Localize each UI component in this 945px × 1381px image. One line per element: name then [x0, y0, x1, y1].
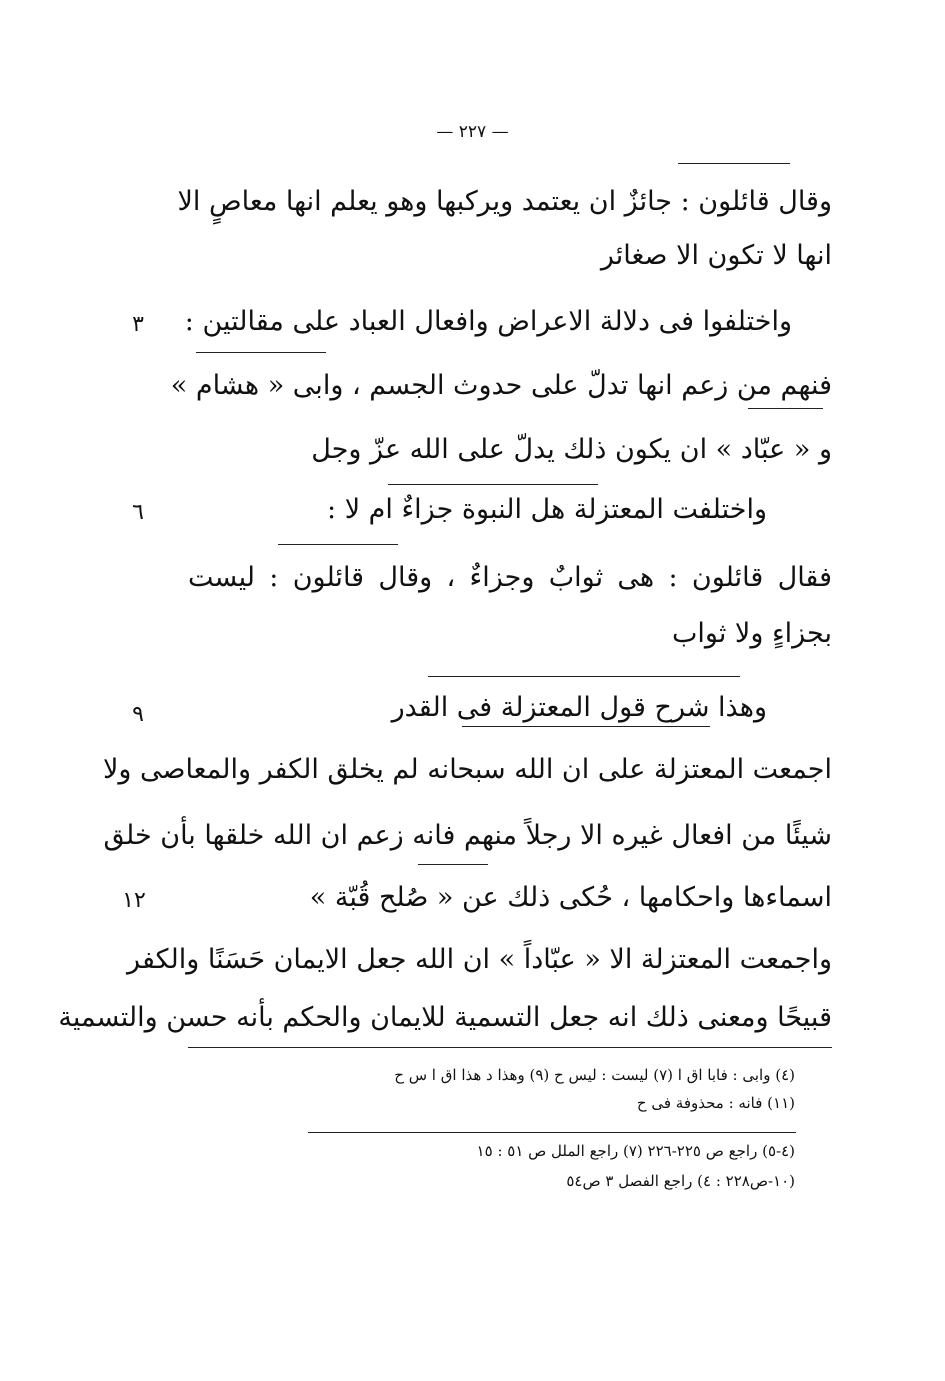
rule: [188, 1047, 832, 1048]
text-line: شيئًا من افعال غيره الا رجلاً منهم فانه زعم ان الله خلقها بأن خلق: [103, 820, 832, 851]
variant-note: (١١) فانه : محذوفة فى ح: [636, 1094, 795, 1112]
rule: [196, 352, 326, 353]
rule: [748, 408, 823, 409]
text-line: فنهم من زعم انها تدلّ على حدوث الجسم ، وابى « هشام »: [170, 370, 832, 401]
margin-line-number: ٩: [132, 702, 144, 727]
text-line: اسماءها واحكامها ، حُكى ذلك عن « صُلح قُبّة »: [309, 882, 832, 913]
rule: [278, 544, 398, 545]
text-line: و « عبّاد » ان يكون ذلك يدلّ على الله عزّ وجل: [311, 434, 832, 465]
text-line: واجمعت المعتزلة الا « عبّاداً » ان الله جعل الايمان حَسَنًا والكفر: [127, 944, 832, 975]
text-line: وقال قائلون : جائزٌ ان يعتمد ويركبها وهو يعلم انها معاصٍ الا: [177, 186, 832, 217]
text-line: واختلفت المعتزلة هل النبوة جزاءٌ ام لا :: [327, 494, 767, 525]
text-line: اجمعت المعتزلة على ان الله سبحانه لم يخلق الكفر والمعاصى ولا: [103, 754, 832, 785]
text-line: قبيحًا ومعنى ذلك انه جعل التسمية للايمان والحكم بأنه حسن والتسمية: [58, 1002, 832, 1033]
rule: [388, 484, 598, 485]
rule: [678, 163, 790, 164]
margin-line-number: ١٢: [122, 888, 146, 913]
text-line: فقال قائلون : هى ثوابٌ وجزاءٌ ، وقال قائلون : ليست: [188, 562, 832, 593]
text-line: بجزاءٍ ولا ثواب: [671, 618, 832, 649]
reference-note: (٤-٥) راجع ص ٢٢٥-٢٢٦ (٧) راجع الملل ص ٥١ : ١٥: [476, 1142, 795, 1160]
margin-line-number: ٦: [132, 500, 144, 525]
rule: [308, 1132, 796, 1133]
margin-line-number: ٣: [132, 312, 144, 337]
rule: [418, 864, 488, 865]
page-number: — ٢٢٧ —: [436, 122, 509, 142]
text-line: واختلفوا فى دلالة الاعراض وافعال العباد على مقالتين :: [184, 306, 792, 337]
variant-note: (٤) وابى : فابا اق ا (٧) ليست : ليس ح (٩) وهذا د هذا اق ا س ح: [394, 1066, 795, 1084]
text-line: وهذا شرح قول المعتزلة فى القدر: [391, 692, 767, 723]
reference-note: (١٠-ص٢٢٨ : ٤) راجع الفصل ٣ ص٥٤: [566, 1172, 795, 1190]
rule: [428, 676, 740, 677]
text-line: انها لا تكون الا صغائر: [600, 240, 832, 271]
